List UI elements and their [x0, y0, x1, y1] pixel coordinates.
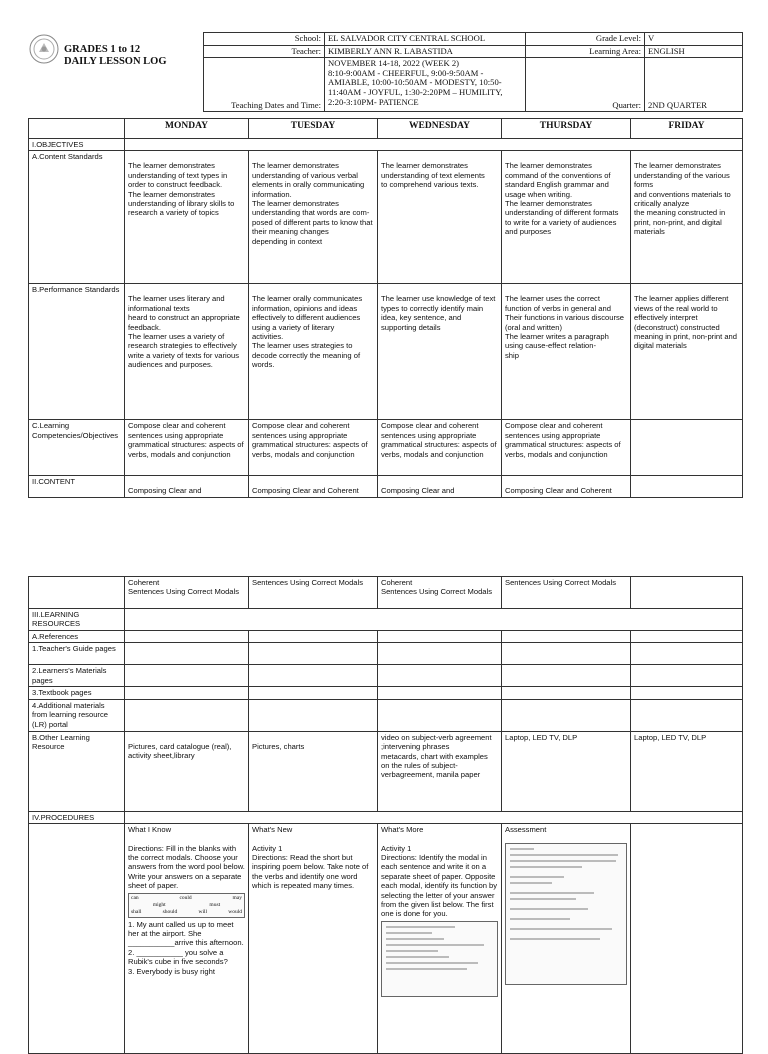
- lesson-table-page1: [28, 118, 743, 498]
- olr-thursday: Laptop, LED TV, DLP: [502, 731, 631, 811]
- word-pool-word: shall: [131, 908, 142, 915]
- word-pool-word: might: [152, 901, 166, 908]
- textbook-label: 3.Textbook pages: [29, 687, 125, 699]
- cont-monday: Coherent Sentences Using Correct Modals: [125, 577, 249, 609]
- ct-monday: Composing Clear and: [125, 476, 249, 498]
- word-pool-word: will: [198, 908, 208, 915]
- ct-wednesday: Composing Clear and: [378, 476, 502, 498]
- olr-tuesday: Pictures, charts: [249, 731, 378, 811]
- lc-wednesday: Compose clear and coherent sentences using appropriate grammatical structures: aspects of verbs, modals and conjunction: [378, 420, 502, 476]
- cont-tuesday: Sentences Using Correct Modals: [249, 577, 378, 609]
- ref-cell: [249, 631, 378, 643]
- cs-tuesday: The learner demonstrates understanding of various verbal elements in orally communicating information. The learner demonstrates understanding that words are com- posed of different parts to know that their meaning changes depending in context: [249, 151, 378, 284]
- grade-value: V: [645, 33, 743, 46]
- word-pool-box: [128, 893, 245, 918]
- objectives-span: [125, 139, 743, 151]
- form-title: [64, 44, 204, 68]
- tb-cell: [125, 687, 249, 699]
- competencies-label: C.Learning Competencies/Objectives: [29, 420, 125, 476]
- proc-head-wednesday: What's More: [381, 825, 424, 835]
- tuesday-activity: Activity 1: [252, 843, 283, 853]
- ps-friday: The learner applies different views of the real world to effectively interpret (deconstruct) constructed meaning in print, non-print and digital materials: [631, 284, 743, 420]
- grade-label: Grade Level:: [526, 33, 645, 46]
- procedures-heading: IV.PROCEDURES: [29, 811, 125, 823]
- day-thursday: THURSDAY: [502, 119, 631, 139]
- teacher-value: KIMBERLY ANN R. LABASTIDA: [325, 45, 526, 58]
- proc-head-monday: What I Know: [128, 825, 172, 835]
- lc-monday: Compose clear and coherent sentences using appropriate grammatical structures: aspects of verbs, modals and conjunction: [125, 420, 249, 476]
- ref-cell: [125, 631, 249, 643]
- procedures-blank: [29, 824, 125, 1054]
- school-value: EL SALVADOR CITY CENTRAL SCHOOL: [325, 33, 526, 46]
- quarter-value: [645, 58, 743, 112]
- quarter-label-text: Quarter:: [612, 99, 641, 110]
- other-resources-label: B.Other Learning Resource: [29, 731, 125, 811]
- additional-materials-label: 4.Additional materials from learning resource (LR) portal: [29, 699, 125, 731]
- proc-head-tuesday: What's New: [252, 825, 293, 835]
- day-wednesday: WEDNESDAY: [378, 119, 502, 139]
- objectives-heading: I.OBJECTIVES: [29, 139, 125, 151]
- olr-monday: Pictures, card catalogue (real), activity sheet,library: [125, 731, 249, 811]
- lesson-table-page2: [28, 576, 743, 1054]
- word-pool-word: can: [131, 894, 139, 901]
- ps-tuesday: The learner orally communicates information, opinions and ideas effectively to different audiences using a variety of literary activities. The learner uses strategies to decode correctly the meaning of words.: [249, 284, 378, 420]
- am-cell: [631, 699, 743, 731]
- tuesday-directions: Directions: Read the short but inspiring poem below. Take note of the verbs and identify one word which is repeated many times.: [252, 853, 371, 891]
- quarter-label: [526, 58, 645, 112]
- learning-resources-heading: III.LEARNING RESOURCES: [29, 609, 125, 631]
- am-cell: [502, 699, 631, 731]
- dates-label: [204, 58, 325, 112]
- am-cell: [125, 699, 249, 731]
- ref-cell: [502, 631, 631, 643]
- content-label: II.CONTENT: [29, 476, 125, 498]
- word-pool-word: must: [209, 901, 221, 908]
- ps-monday: The learner uses literary and informational texts heard to construct an appropriate feedback. The learner uses a variety of research strategies to effectively write a variety of texts for various audiences and purposes.: [125, 284, 249, 420]
- day-monday: MONDAY: [125, 119, 249, 139]
- form-title-line1: GRADES 1 to 12: [64, 44, 141, 55]
- assessment-sheet-image: [505, 843, 627, 985]
- lm-cell: [631, 665, 743, 687]
- proc-monday: [125, 824, 249, 1054]
- deped-seal: [29, 34, 59, 64]
- procedures-span: [125, 811, 743, 823]
- content-standards-label: A.Content Standards: [29, 151, 125, 284]
- ct-thursday: Composing Clear and Coherent: [502, 476, 631, 498]
- monday-directions: Directions: Fill in the blanks with the correct modals. Choose your answers from the word pool below. Write your answers on a separate sheet of paper.: [128, 843, 248, 891]
- tb-cell: [631, 687, 743, 699]
- proc-thursday: [502, 824, 631, 1054]
- corner-cell: [29, 119, 125, 139]
- area-value: ENGLISH: [645, 45, 743, 58]
- performance-standards-label: B.Performance Standards: [29, 284, 125, 420]
- lm-cell: [502, 665, 631, 687]
- proc-wednesday: [378, 824, 502, 1054]
- lc-friday: [631, 420, 743, 476]
- school-label: School:: [204, 33, 325, 46]
- tg-cell: [502, 643, 631, 665]
- wednesday-activity: Activity 1: [381, 843, 412, 853]
- tg-cell: [631, 643, 743, 665]
- olr-wednesday: video on subject-verb agreement ;intervening phrases metacards, chart with examples on the rules of subject- verbagreement, manila paper: [378, 731, 502, 811]
- quarter-value-text: 2ND QUARTER: [648, 99, 707, 110]
- cont-thursday: Sentences Using Correct Modals: [502, 577, 631, 609]
- teachers-guide-label: 1.Teacher's Guide pages: [29, 643, 125, 665]
- cont-blank: [29, 577, 125, 609]
- word-pool-word: should: [162, 908, 178, 915]
- form-title-line2: DAILY LESSON LOG: [64, 56, 167, 67]
- learners-materials-label: 2.Learners's Materials pages: [29, 665, 125, 687]
- word-pool-word: would: [228, 908, 242, 915]
- lm-cell: [378, 665, 502, 687]
- tb-cell: [378, 687, 502, 699]
- tb-cell: [249, 687, 378, 699]
- monday-items: 1. My aunt called us up to meet her at the airport. She ___________arrive this afternoon. 2. ___________ you solve a Rubik's cube in five seconds? 3. Everybody is busy right: [128, 919, 244, 976]
- proc-head-thursday: Assessment: [505, 825, 547, 835]
- ct-friday: [631, 476, 743, 498]
- proc-friday: [631, 824, 743, 1054]
- olr-friday: Laptop, LED TV, DLP: [631, 731, 743, 811]
- word-pool-word: could: [179, 894, 192, 901]
- tg-cell: [378, 643, 502, 665]
- tg-cell: [249, 643, 378, 665]
- ct-tuesday: Composing Clear and Coherent: [249, 476, 378, 498]
- cs-monday: The learner demonstrates understanding of text types in order to construct feedback. The learner demonstrates understanding of library skills to research a variety of topics: [125, 151, 249, 284]
- learning-resources-span: [125, 609, 743, 631]
- lc-tuesday: Compose clear and coherent sentences using appropriate grammatical structures: aspects of verbs, modals and conjunction: [249, 420, 378, 476]
- day-tuesday: TUESDAY: [249, 119, 378, 139]
- dates-value: NOVEMBER 14-18, 2022 (WEEK 2) 8:10-9:00AM - CHEERFUL, 9:00-9:50AM - AMIABLE, 10:00-10:50AM - MODESTY, 10:50-11:40AM - JOYFUL, 1:30-2:20PM – HUMILITY, 2:20-3:10PM- PATIENCE: [325, 58, 526, 112]
- dates-label-text: Teaching Dates and Time:: [231, 99, 321, 110]
- word-pool-word: may: [232, 894, 242, 901]
- ref-cell: [378, 631, 502, 643]
- cs-thursday: The learner demonstrates command of the conventions of standard English grammar and usage when writing. The learner demonstrates understanding of different formats to write for a variety of audiences and purposes: [502, 151, 631, 284]
- cs-wednesday: The learner demonstrates understanding of text elements to comprehend various texts.: [378, 151, 502, 284]
- teacher-label: Teacher:: [204, 45, 325, 58]
- ps-thursday: The learner uses the correct function of verbs in general and Their functions in various discourse (oral and written) The learner writes a paragraph using cause-effect relation- ship: [502, 284, 631, 420]
- am-cell: [378, 699, 502, 731]
- area-label: Learning Area:: [526, 45, 645, 58]
- cont-wednesday: Coherent Sentences Using Correct Modals: [378, 577, 502, 609]
- function-list-image: [381, 921, 498, 997]
- lc-thursday: Compose clear and coherent sentences using appropriate grammatical structures: aspects of verbs, modals and conjunction: [502, 420, 631, 476]
- wednesday-directions: Directions: Identify the modal in each sentence and write it on a separate sheet of paper. Opposite each modal, identify its function by selecting the letter of your answer from the given list below. The first one is done for you.: [381, 853, 500, 919]
- day-friday: FRIDAY: [631, 119, 743, 139]
- cs-friday: The learner demonstrates understanding of the various forms and conventions materials to critically analyze the meaning constructed in print, non-print, and digital materials: [631, 151, 743, 284]
- ref-cell: [631, 631, 743, 643]
- cont-friday: [631, 577, 743, 609]
- lm-cell: [249, 665, 378, 687]
- ps-wednesday: The learner use knowledge of text types to correctly identify main idea, key sentence, and supporting details: [378, 284, 502, 420]
- tb-cell: [502, 687, 631, 699]
- tg-cell: [125, 643, 249, 665]
- proc-tuesday: [249, 824, 378, 1054]
- am-cell: [249, 699, 378, 731]
- lm-cell: [125, 665, 249, 687]
- header-info-table: [203, 32, 743, 112]
- references-label: A.References: [29, 631, 125, 643]
